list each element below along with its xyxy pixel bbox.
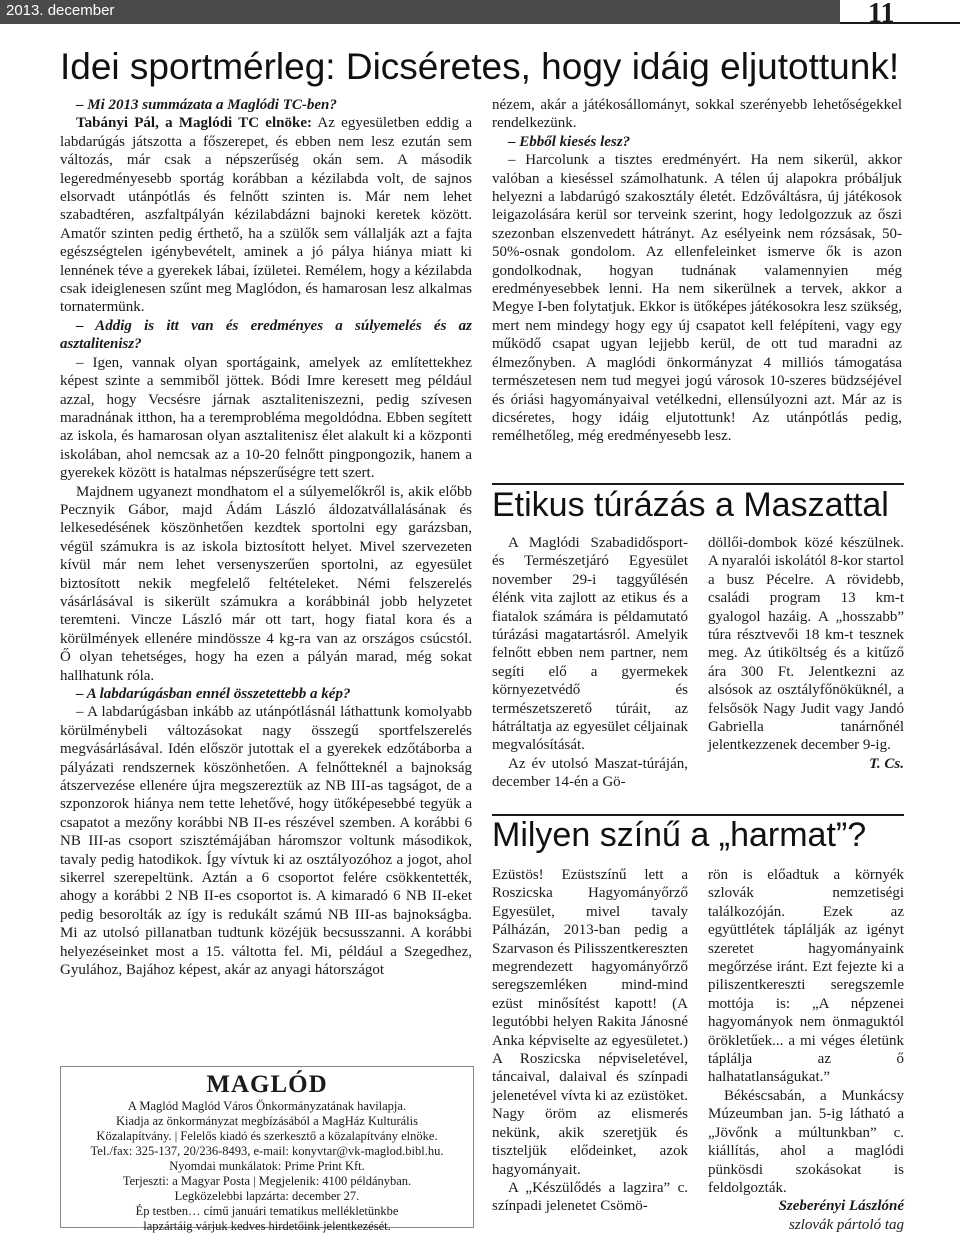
imprint-line: Terjeszti: a Magyar Posta | Megjelenik: 4100 példányban. — [122, 1174, 412, 1188]
article-title-sport: Idei sportmérleg: Dicséretes, hogy idáig eljutottunk! — [60, 46, 900, 87]
interview-question: – A labdarúgásban ennél összetettebb a kép? — [76, 686, 351, 702]
imprint-line: Ép testben… című januári tematikus mellékletünkbe — [135, 1204, 399, 1218]
article-title-hiking: Etikus túrázás a Maszattal — [492, 486, 889, 524]
interview-answer — [60, 114, 472, 316]
page-number: 11 — [868, 0, 895, 29]
article-harmat-paragraph: Békéscsabán, a Munkácsy Múzeumban jan. 5-ig látható a „Jövőnk a múltunkban” c. kiállítás, ahol a maglódi pünkösdi szokásokat is feldolgozták. — [708, 1087, 904, 1196]
article-hiking-signature: T. Cs. — [869, 755, 904, 772]
imprint-line: A Magló‍d Maglód Város Önkormányzatának havilapja. — [127, 1099, 407, 1113]
header-bar — [0, 0, 840, 24]
article-sport-column-1 — [60, 96, 472, 980]
page-header — [0, 0, 960, 29]
interview-answer: Majdnem ugyanezt mondhatom el a súlyemelőkről is, akik előbb Pecznyik Gábor, majd Ádám László áldozatvállalásának és lelkesedésének köszönhetően kezdtek sportolni egy garázsban, végül számukra is az iskola biztosított helyet. Mivel szervezeten kívül már nem lehet versenyszerűen sportolni, az egyesület biztosított nekik megfelelő feltételeket. Némi felszerelés vásárlásával is sikerült számukra a korábbinál jobb helyzetet teremteni. Vincze László már ott tart, hogy fiatal kora és a körülmények ellenére mindössze 4 kg-ra van az országos csúcstól. Ő olyan tehetséges, hogy ha ezen a pályán marad, még sokat hallhatunk róla. — [60, 483, 472, 684]
article-title-harmat: Milyen színű a „harmat”? — [492, 816, 867, 854]
imprint-line: lapzártáig várjuk kedves hirdetőink jelentkezését. — [143, 1219, 391, 1233]
article-hiking-paragraph: A Maglódi Szabadidősport- és Természetjáró Egyesület november 29-i taggyűlésén élénk vita zajlott az etikus és a fiatalok számára is példamutató túrázási magatartásról. Amelyik felnőtt ebben nem partner, nem segíti elő a gyermekek környezetvédő és természetszerető túráit, az hátráltatja az egyesület céljainak megvalósítását. — [492, 535, 688, 754]
interview-answer: nézem, akár a játékosállományt, sokkal szerényebb lehetőségekkel rendelkezünk. — [492, 97, 902, 132]
interview-question: – Mi 2013 summázata a Maglódi TC-ben? — [76, 97, 337, 113]
imprint-line: Nyomdai munkálatok: Prime Print Kft. — [169, 1159, 365, 1173]
article-harmat-paragraph: A „Készülődés a lagzira” c. színpadi jelenetet Csömö- — [492, 1179, 688, 1215]
answer-text: Az egyesületben eddig a labdarúgás játszotta a főszerepet, és ebben nem lesz ezután sem változás, már csak a népszerűség okán sem. A második legeredményesebb sportág korábban a kézilabda volt, de sajnos elsorvadt utánpótlás és felnőtt szinten is. Már nem lehet szabadtéren, aszfaltpályán kézilabdázni bajnoki keretek között. Amatőr szinten pedig érthető, ha a szülők sem vállalják azt a fajta egészségtelen igénybevételt, aminek a jó pálya hiánya miatt ki lennének téve a gyerekek lábai, ízületei. Remélem, hogy a kézilabda csak ideiglenesen szűnt meg Maglódon, és hamarosan lesz alkalmas tornatermünk. — [60, 115, 473, 316]
imprint-line: Tel./fax: 325-137, 20/236-8493, e-mail: konyvtar@vk-maglod.bibl.hu. — [90, 1144, 444, 1158]
article-sport-column-2 — [492, 96, 902, 476]
article-harmat-column-1 — [492, 866, 688, 1216]
article-hiking-column-2 — [708, 534, 904, 773]
imprint-line: Legközelebbi lapzárta: december 27. — [174, 1189, 360, 1203]
interview-answer: – A labdarúgásban inkább az utánpótlásnál láthattunk komolyabb körülménybeli változásokat nagy összegű sportfelszerelés megvásárlásával. Idén először jutottak el a gyerekek edzőtáborba a pályázati rendszernek köszönhetően. A felnőtteknél a bajnokság átszervezése ellenére újra megszereztük az NB III-as tagságot, de a szponzorok hiánya nem tette lehetővé, hogy ütőképesebbé tegyük a csapatot a mezőny korábbi NB II-es részével szemben. A korábbi 6 NB III-as csoport szisztémájában háromszor voltunk másodikok, tavaly pedig hatodikok. Így vívtuk ki az osztályozóhoz a jogot, ahol sikerrel szerepeltünk. Aztán a 6 csoportot felére csökkentették, ahogy a korábbi 2 NB II-es csoportot is. A kimaradó 6 NB II-eket pedig besorolták az így is redukált számú NB III-as bajnokságba. Mi az utolsó pillanatban tudtunk közéjük becsusszanni. A korábbi helyezéseinket most a 15. váltotta fel. Mi, például a Szegedhez, Gyulához, Bajához képest, akár az anyagi hátországot — [60, 704, 472, 979]
interview-answer: – Harcolunk a tisztes eredményért. Ha nem sikerül, akkor valóban a kieséssel számolhatunk. A télen új alapokra próbáljuk helyezni a labdarúgó szakosztály életét. Edzőváltásra, új játékosok leigazolására kerül sor terveink szerint, hogy ledolgozzuk az őszi szezonban elszenvedett hátrányt. Az esélyeink nem rózsásak, 50-50%-osnak gondolom. Az ellenfeleinket ismerve ők is azon gondolkodnak, hogyan tudnának valamennyien még eredményesebbek lenni. Ha nem sikerülnek a tervek, akkor a Megye I-ben folytatjuk. Ekkor is ütőképes játékosokra lesz szükség, mert nem mindegy hogy egy új csapatot kell felépíteni, vagy egy működő csapat ugyan lejjebb kerül, de ott tud maradni az élmezőnyben. A maglódi önkormányzat 4 milliós támogatása természetesen nem tud megyei jogú városok 10-szeres büdzséjével és óriási hagyományaival vetélkedni, ellensúlyozni azt. Már az is dicséretes, hogy idáig eljutottunk! Az utánpótlás pedig, remélhetőleg, még eredményesebb lesz. — [492, 152, 902, 445]
interview-question: – Addig is itt van és eredményes a súlyemelés és az asztalitenisz? — [60, 317, 472, 353]
issue-date: 2013. december — [6, 2, 115, 19]
imprint-line: Kiadja az önkormányzat megbízásából a MagHáz Kulturális — [116, 1114, 418, 1128]
article-hiking-column-1 — [492, 534, 688, 792]
article-hiking-paragraph: döllői-dombok közé készülnek. A nyaralói iskolától 8-kor startol a busz Pécelre. A rövidebb, családi program 13 km-t gyalogol hazáig. A „hosszabb” túra résztvevői 18 km-t tesznek meg. Az útiköltség és a kitűző ára 300 Ft. Jelentkezni az alsósok az osztályfőnöküknél, a felsősök Nagy Judit vagy Jandó Gabriella tanárnőnél jelentkezzenek december 9-ig. — [708, 535, 904, 754]
interview-answer: – Igen, vannak olyan sportágaink, amelyek az említettekhez képest szinte a semmiből jöttek. Bódi Imre keresett meg például azzal, hogy Vecsésre járnak asztaliteniszezni, pedig szívesen maradnának itthon, ha a teremprobléma megoldódna. Ebben segített az iskola, és hamarosan olyan asztalitenisz élet alakult ki a központi iskolában, ahol nemcsak az a 10-20 felnőtt pingpongozik, hanem a gyerekek között is hatalmas népszerűségre tett szert. — [60, 354, 472, 482]
speaker-name: Tabányi Pál, a Maglódi TC elnöke: — [76, 115, 312, 132]
interview-question: – Ebből kiesés lesz? — [508, 133, 631, 150]
article-harmat-paragraph: Ezüstös! Ezüstszínű lett a Roszicska Hagyományőrző Egyesület, mivel tavaly Pálházán, 2013-ban pedig a Szarvason és Pilisszentkereszten megrendezett hagyományőrző seregszemléken mind-mind ezüst minősítést kapott! (A legutóbbi helyen Rakita Jánosné Anka képviselte az egyesületet.) A Roszicska népviseletével, táncaival, dalaival és színpadi jelenetével vívta ki az ezüstöket. Nagy öröm az elismerés nekünk, akik szeretjük és tiszteljük elődeinket, azok hagyományait. — [492, 867, 688, 1178]
article-harmat-signature-role: szlovák pártoló tag — [789, 1216, 904, 1233]
article-harmat-signature: Szeberényi Lászlóné — [778, 1198, 904, 1215]
imprint-lines — [61, 1099, 473, 1234]
article-harmat-paragraph: rön is előadtuk a környék szlovák nemzetiségi találkozóján. Ezek az együttlétek táplálják az igényt szeretet hagyományaink megőrzése iránt. Ezt fejezte ki a piliszentkereszti seregszemle mottója is: „A népzenei hagyományok nem önmaguktól örökletűek... a mi véges életünk táplálja az ő halhatatlanságukat.” — [708, 867, 904, 1086]
imprint-box — [60, 1066, 474, 1233]
article-hiking-paragraph: Az év utolsó Maszat-túráján, december 14-én a Gö- — [492, 755, 688, 791]
imprint-title: MAGLÓD — [206, 1071, 328, 1098]
header-rule — [840, 22, 960, 24]
imprint-line: Közalapítvány. | Felelős kiadó és szerkesztő a közalapítvány elnöke. — [96, 1129, 438, 1143]
divider-rule — [492, 483, 904, 485]
article-harmat-column-2 — [708, 866, 904, 1234]
